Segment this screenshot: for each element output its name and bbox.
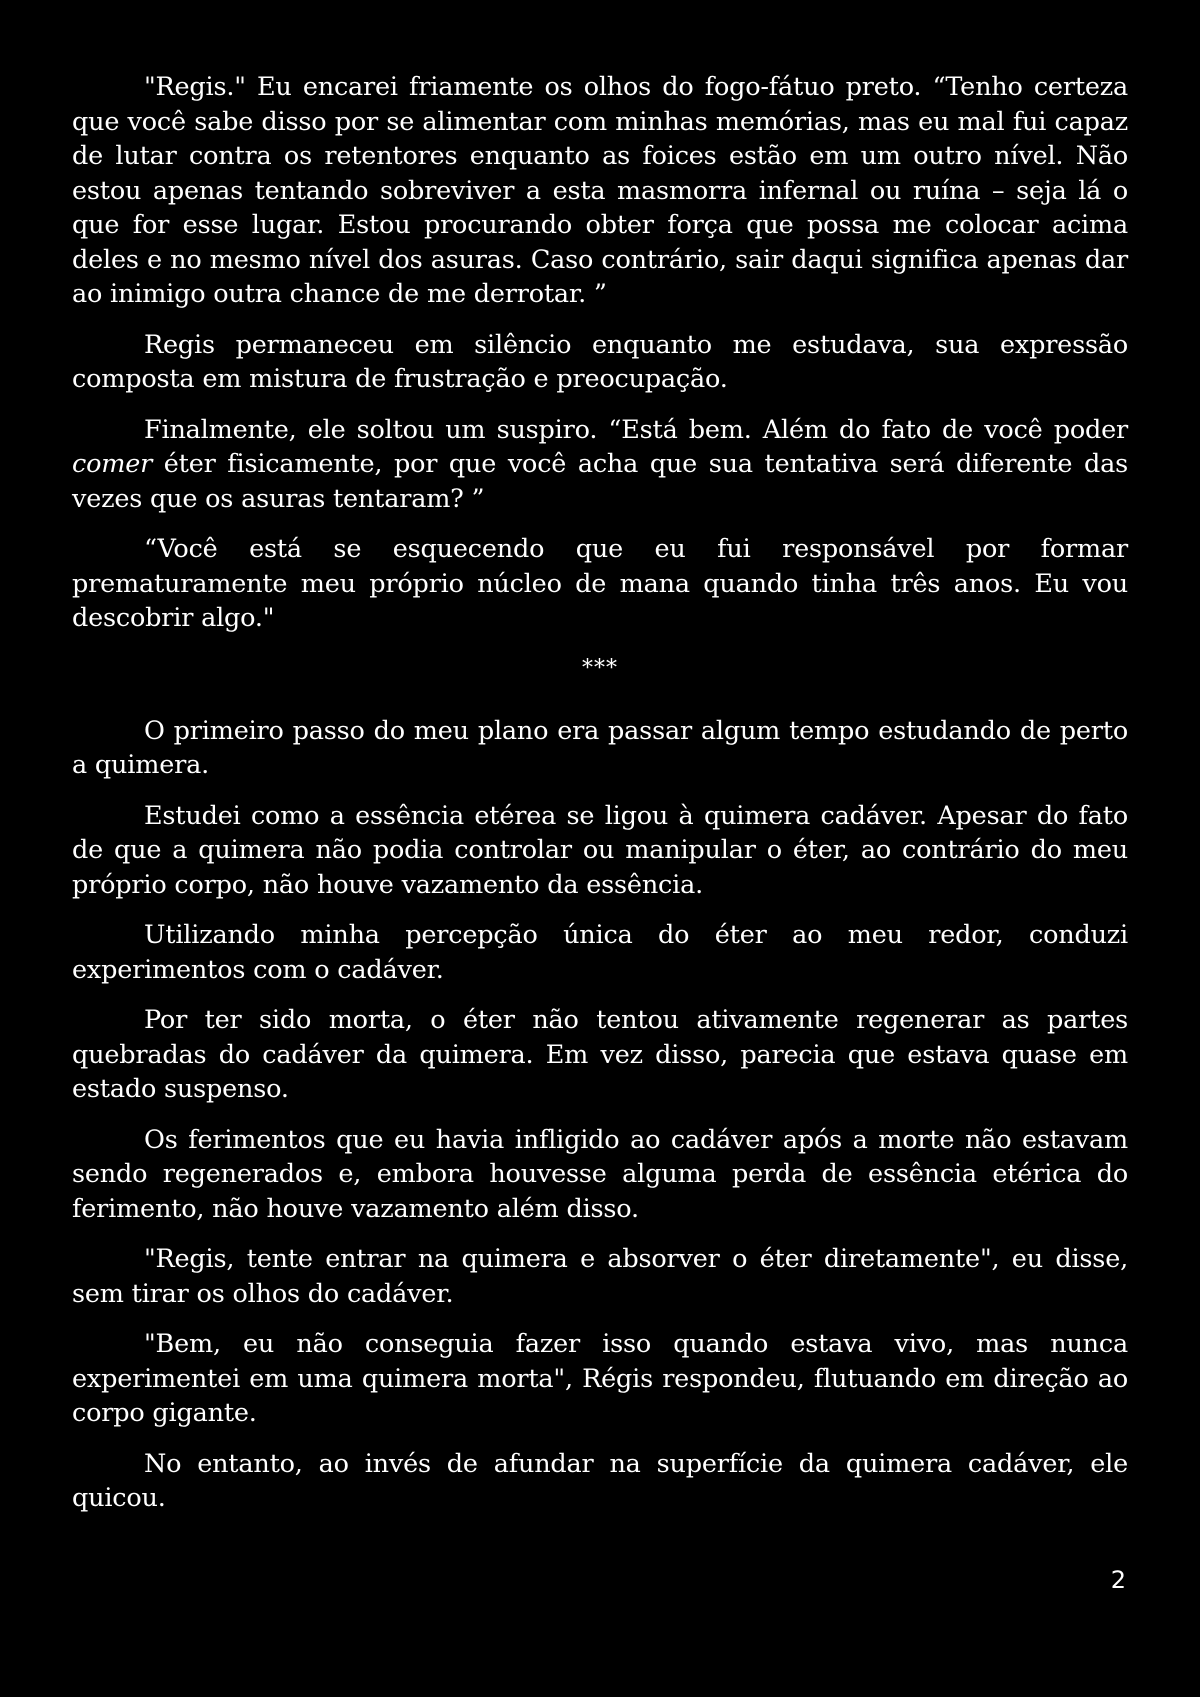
paragraph: Por ter sido morta, o éter não tentou ativamente regenerar as partes quebradas do cadáver da quimera. Em vez disso, parecia que estava quase em estado suspenso. (72, 1005, 1128, 1104)
paragraph-text-after-italic: éter fisicamente, por que você acha que sua tentativa será diferente das vezes que os asuras tentaram? ” (72, 449, 1128, 514)
paragraph: "Bem, eu não conseguia fazer isso quando estava vivo, mas nunca experimentei em uma quimera morta", Régis respondeu, flutuando em direção ao corpo gigante. (72, 1329, 1128, 1428)
paragraph: No entanto, ao invés de afundar na superfície da quimera cadáver, ele quicou. (72, 1448, 1128, 1513)
paragraph-with-italic (72, 413, 1128, 517)
page-number: 2 (1110, 1566, 1126, 1594)
scene-break-separator: *** (582, 655, 618, 681)
paragraph: “Você está se esquecendo que eu fui responsável por formar prematuramente meu próprio núcleo de mana quando tinha três anos. Eu vou descobrir algo." (72, 534, 1128, 633)
paragraph: Utilizando minha percepção única do éter ao meu redor, conduzi experimentos com o cadáver. (72, 920, 1128, 985)
paragraph: Estudei como a essência etérea se ligou à quimera cadáver. Apesar do fato de que a quimera não podia controlar ou manipular o éter, ao contrário do meu próprio corpo, não houve vazamento da essência. (72, 800, 1128, 900)
paragraph: "Regis, tente entrar na quimera e absorver o éter diretamente", eu disse, sem tirar os olhos do cadáver. (72, 1244, 1128, 1309)
document-page (72, 70, 1128, 1532)
paragraph-text-before-italic: Finalmente, ele soltou um suspiro. “Está bem. Além do fato de você poder (144, 414, 1128, 445)
paragraph: Os ferimentos que eu havia infligido ao cadáver após a morte não estavam sendo regenerados e, embora houvesse alguma perda de essência etérica do ferimento, não houve vazamento além disso. (72, 1124, 1128, 1224)
paragraph: Regis permaneceu em silêncio enquanto me estudava, sua expressão composta em mistura de frustração e preocupação. (72, 329, 1128, 394)
paragraph: "Regis." Eu encarei friamente os olhos do fogo-fátuo preto. “Tenho certeza que você sabe disso por se alimentar com minhas memórias, mas eu mal fui capaz de lutar contra os retentores enquanto as foices estão em um outro nível. Não estou apenas tentando sobreviver a esta masmorra infernal ou ruína – seja lá o que for esse lugar. Estou procurando obter força que possa me colocar acima deles e no mesmo nível dos asuras. Caso contrário, sair daqui significa apenas dar ao inimigo outra chance de me derrotar. ” (72, 72, 1128, 309)
italic-word: comer (72, 449, 153, 479)
paragraph: O primeiro passo do meu plano era passar algum tempo estudando de perto a quimera. (72, 715, 1128, 780)
